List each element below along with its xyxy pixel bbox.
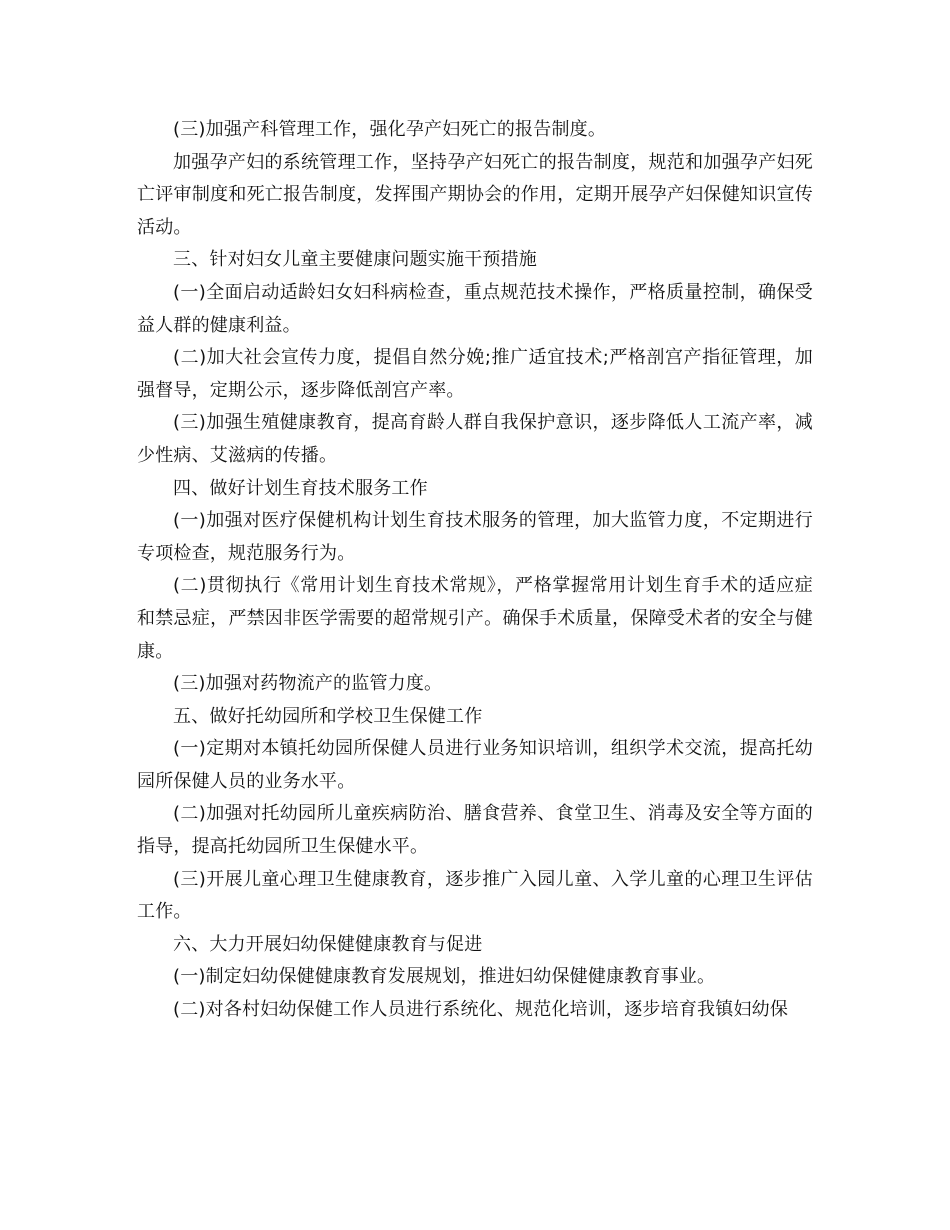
paragraph-2: 加强孕产妇的系统管理工作，坚持孕产妇死亡的报告制度，规范和加强孕产妇死亡评审制度和死亡报告制度，发挥围产期协会的作用，定期开展孕产妇保健知识宣传活动。: [137, 151, 813, 238]
document-body: [137, 114, 813, 1027]
paragraph-8: (一)加强对医疗保健机构计划生育技术服务的管理，加大监管力度，不定期进行专项检查，规范服务行为。: [137, 510, 813, 564]
paragraph-5: (二)加大社会宣传力度，提倡自然分娩;推广适宜技术;严格剖宫产指征管理，加强督导，定期公示，逐步降低剖宫产率。: [137, 347, 813, 401]
paragraph-1: (三)加强产科管理工作，强化孕产妇死亡的报告制度。: [173, 119, 607, 140]
section-heading-3: 三、针对妇女儿童主要健康问题实施干预措施: [173, 249, 537, 271]
paragraph-13: (二)加强对托幼园所儿童疾病防治、膳食营养、食堂卫生、消毒及安全等方面的指导，提高托幼园所卫生保健水平。: [137, 803, 813, 858]
paragraph-16: (一)制定妇幼保健健康教育发展规划，推进妇幼保健健康教育事业。: [173, 966, 716, 988]
paragraph-9: (二)贯彻执行《常用计划生育技术常规》，严格掌握常用计划生育手术的适应症和禁忌症，严禁因非医学需要的超常规引产。确保手术质量，保障受术者的安全与健康。: [137, 575, 813, 662]
paragraph-12: (一)定期对本镇托幼园所保健人员进行业务知识培训，组织学术交流，提高托幼园所保健人员的业务水平。: [137, 738, 813, 792]
section-heading-4: 四、做好计划生育技术服务工作: [173, 477, 428, 499]
paragraph-17: (二)对各村妇幼保健工作人员进行系统化、规范化培训，逐步培育我镇妇幼保: [173, 999, 789, 1021]
paragraph-4: (一)全面启动适龄妇女妇科病检查，重点规范技术操作，严格质量控制，确保受益人群的健康利益。: [137, 281, 813, 336]
section-heading-6: 六、大力开展妇幼保健健康教育与促进: [173, 933, 483, 955]
section-heading-5: 五、做好托幼园所和学校卫生保健工作: [173, 705, 483, 727]
paragraph-14: (三)开展儿童心理卫生健康教育，逐步推广入园儿童、入学儿童的心理卫生评估工作。: [137, 868, 813, 923]
paragraph-6: (三)加强生殖健康教育，提高育龄人群自我保护意识，逐步降低人工流产率，减少性病、艾滋病的传播。: [137, 412, 813, 466]
paragraph-10: (三)加强对药物流产的监管力度。: [173, 673, 443, 695]
